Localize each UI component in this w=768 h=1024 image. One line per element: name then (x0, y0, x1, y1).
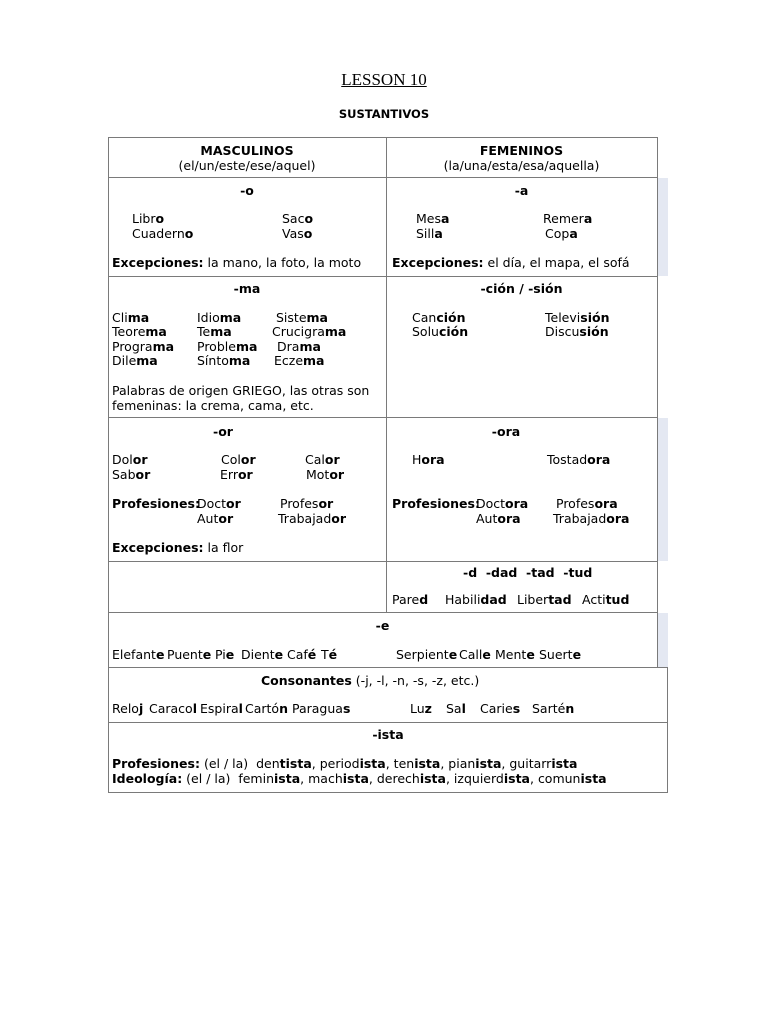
masculine-heading: MASCULINOS (200, 143, 294, 158)
word-silla: Silla (416, 226, 443, 241)
word-sintoma: Síntoma (197, 353, 251, 368)
word-doctor: Doctor (197, 496, 241, 511)
word-eczema: Eczema (274, 353, 325, 368)
word-tema: Tema (197, 324, 232, 339)
word-vaso: Vaso (282, 226, 313, 241)
word-luz: Luz (410, 701, 432, 716)
word-profesor: Profesor (280, 496, 334, 511)
right-shade-1 (657, 178, 668, 276)
word-sistema: Sistema (276, 310, 328, 325)
word-error: Error (220, 467, 253, 482)
word-dilema: Dilema (112, 353, 158, 368)
a-heading: -a (514, 183, 529, 198)
lesson-title: LESSON 10 (341, 70, 427, 89)
word-actitud: Actitud (582, 592, 630, 607)
word-doctora: Doctora (476, 496, 529, 511)
or-exceptions: Excepciones: la flor (112, 540, 244, 555)
word-calor: Calor (305, 452, 340, 467)
word-puente: Puente (167, 647, 212, 662)
word-caries: Caries (480, 701, 521, 716)
word-motor: Motor (306, 467, 345, 482)
word-programa: Programa (112, 339, 175, 354)
o-exceptions: Excepciones: la mano, la foto, la moto (112, 255, 362, 270)
consonant-heading: Consonantes (-j, -l, -n, -s, -z, etc.) (261, 673, 480, 688)
word-caracol: Caracol (149, 701, 198, 716)
word-serpiente: Serpiente (396, 647, 458, 662)
word-clima: Clima (112, 310, 150, 325)
ma-note-line2: femeninas: la crema, cama, etc. (112, 398, 314, 413)
or-professions-label: Profesiones: (112, 496, 200, 511)
ista-heading: -ista (372, 727, 404, 742)
word-te: Té (321, 647, 338, 662)
word-sabor: Sabor (112, 467, 151, 482)
subtitle: SUSTANTIVOS (338, 107, 430, 121)
word-solucion: Solución (412, 324, 469, 339)
word-mente: Mente (495, 647, 535, 662)
word-copa: Copa (545, 226, 578, 241)
ma-note-line1: Palabras de origen GRIEGO, las otras son (112, 383, 370, 398)
word-elefante: Elefante (112, 647, 165, 662)
word-pared: Pared (392, 592, 429, 607)
word-suerte: Suerte (539, 647, 582, 662)
word-diente: Diente (241, 647, 284, 662)
cion-heading: -ción / -sión (480, 281, 563, 296)
word-color: Color (221, 452, 256, 467)
ista-professions: Profesiones: (el / la) dentista, periodista, tenista, pianista, guitarrista (112, 756, 578, 771)
feminine-articles: (la/una/esta/esa/aquella) (443, 158, 600, 173)
word-trabajador: Trabajador (278, 511, 347, 526)
word-drama: Drama (277, 339, 321, 354)
word-cuaderno: Cuaderno (132, 226, 194, 241)
right-shade-3 (657, 613, 668, 667)
word-pie: Pie (215, 647, 235, 662)
masculine-articles: (el/un/este/ese/aquel) (178, 158, 316, 173)
word-reloj: Reloj (112, 701, 144, 716)
word-profesora: Profesora (556, 496, 618, 511)
word-sarten: Sartén (532, 701, 575, 716)
word-carton: Cartón (245, 701, 288, 716)
feminine-heading: FEMENINOS (479, 143, 564, 158)
word-television: Televisión (545, 310, 610, 325)
word-mesa: Mesa (416, 211, 450, 226)
word-autor: Autor (197, 511, 234, 526)
word-problema: Problema (197, 339, 258, 354)
a-exceptions: Excepciones: el día, el mapa, el sofá (392, 255, 630, 270)
word-calle: Calle (459, 647, 491, 662)
word-teorema: Teorema (112, 324, 167, 339)
ora-heading: -ora (491, 424, 521, 439)
right-shade-2 (657, 418, 668, 561)
word-discusion: Discusión (545, 324, 609, 339)
word-crucigrama: Crucigrama (272, 324, 347, 339)
word-sal: Sal (446, 701, 466, 716)
or-heading: -or (213, 424, 233, 439)
word-saco: Saco (282, 211, 314, 226)
o-heading: -o (240, 183, 254, 198)
word-libertad: Libertad (517, 592, 572, 607)
word-espiral: Espiral (200, 701, 243, 716)
word-remera: Remera (543, 211, 593, 226)
e-heading: -e (375, 618, 390, 633)
word-autora: Autora (476, 511, 521, 526)
word-idioma: Idioma (197, 310, 242, 325)
ma-heading: -ma (233, 281, 261, 296)
word-trabajadora: Trabajadora (553, 511, 630, 526)
word-hora: Hora (412, 452, 445, 467)
ora-professions-label: Profesiones: (392, 496, 480, 511)
dad-heading: -d -dad -tad -tud (463, 565, 593, 580)
word-libro: Libro (132, 211, 165, 226)
word-cafe: Café (287, 647, 317, 662)
ista-ideology: Ideología: (el / la) feminista, machista, derechista, izquierdista, comunista (112, 771, 607, 786)
word-paraguas: Paraguas (292, 701, 351, 716)
word-tostadora: Tostadora (547, 452, 611, 467)
word-cancion: Canción (412, 310, 466, 325)
word-habilidad: Habilidad (445, 592, 507, 607)
word-dolor: Dolor (112, 452, 148, 467)
